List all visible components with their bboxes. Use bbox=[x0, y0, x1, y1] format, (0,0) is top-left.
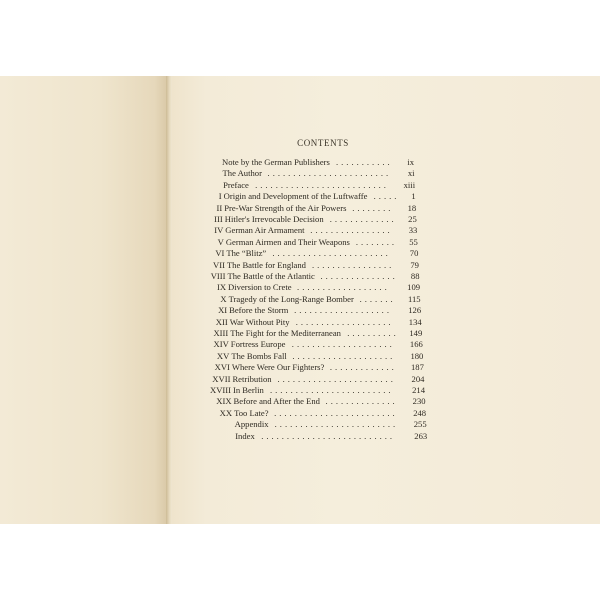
leader-dots: ................ bbox=[311, 259, 395, 270]
toc-entry bbox=[192, 190, 420, 202]
chapter-number: XVI bbox=[214, 362, 230, 373]
leader-dots: ............. bbox=[329, 362, 397, 373]
leader-dots: ..... bbox=[373, 191, 400, 202]
page-number: 70 bbox=[409, 248, 419, 259]
chapter-title: Fortress Europe bbox=[230, 339, 286, 350]
page-number: 187 bbox=[411, 362, 424, 373]
page-number: xiii bbox=[403, 179, 416, 190]
toc-entry bbox=[194, 236, 422, 248]
leader-dots: ................... bbox=[295, 316, 394, 327]
toc-entry bbox=[197, 304, 425, 316]
chapter-number: XVIII bbox=[210, 385, 231, 395]
chapter-number: I bbox=[218, 191, 222, 202]
toc-entry bbox=[193, 213, 421, 225]
page-number: 18 bbox=[407, 202, 417, 213]
leader-dots: ........................ bbox=[267, 168, 392, 179]
toc-entry bbox=[198, 316, 426, 328]
leader-dots: ................ bbox=[310, 225, 393, 236]
toc-entry bbox=[197, 293, 425, 305]
leader-dots: ............. bbox=[329, 214, 397, 224]
toc-entry bbox=[191, 179, 419, 191]
chapter-title: Before and After the End bbox=[233, 396, 320, 407]
chapter-title: Tragedy of the Long-Range Bomber bbox=[228, 293, 354, 304]
toc-entry bbox=[190, 156, 418, 168]
toc-entry bbox=[203, 430, 431, 442]
leader-dots: .................... bbox=[291, 339, 395, 350]
toc-entry bbox=[201, 384, 429, 396]
chapter-title: Where Were Our Fighters? bbox=[231, 362, 325, 373]
page-number: 88 bbox=[410, 271, 420, 281]
chapter-title: Hitler's Irrevocable Decision bbox=[224, 214, 324, 224]
chapter-number: X bbox=[220, 293, 227, 304]
chapter-number: XIV bbox=[213, 339, 229, 350]
page-number: 149 bbox=[409, 328, 423, 338]
page-number: xi bbox=[407, 168, 415, 179]
contents-heading: CONTENTS bbox=[297, 138, 349, 148]
page-number: 255 bbox=[413, 419, 427, 430]
chapter-title: German Airmen and Their Weapons bbox=[225, 236, 350, 247]
chapter-number: V bbox=[217, 236, 224, 247]
toc-entry bbox=[191, 167, 419, 179]
toc-entry bbox=[194, 247, 422, 259]
leader-dots: ................... bbox=[294, 305, 392, 316]
toc-entry bbox=[200, 361, 428, 373]
chapter-title: Retribution bbox=[232, 373, 272, 384]
page-number: ix bbox=[407, 157, 414, 167]
page-number: 263 bbox=[414, 430, 428, 441]
chapter-number: III bbox=[214, 214, 223, 224]
chapter-title: Pre-War Strength of the Air Powers bbox=[224, 202, 347, 213]
chapter-number: XIII bbox=[213, 328, 229, 338]
toc-entry bbox=[203, 418, 431, 430]
leader-dots: ....... bbox=[359, 293, 396, 304]
page-number: 79 bbox=[410, 259, 419, 270]
leader-dots: ........... bbox=[336, 157, 393, 167]
page-number: 248 bbox=[413, 407, 427, 418]
leader-dots: ........................ bbox=[270, 385, 394, 395]
toc-entry bbox=[196, 270, 424, 282]
toc-entry bbox=[198, 327, 426, 339]
chapter-number: IX bbox=[216, 282, 227, 293]
page-number: 25 bbox=[408, 214, 417, 224]
left-page bbox=[0, 76, 168, 524]
chapter-title: The Battle of the Atlantic bbox=[227, 271, 315, 281]
chapter-title: Appendix bbox=[234, 419, 269, 430]
page-number: 55 bbox=[409, 236, 418, 247]
chapter-number: VIII bbox=[210, 271, 226, 281]
chapter-number: XV bbox=[216, 350, 230, 361]
chapter-number: XVII bbox=[212, 373, 231, 384]
chapter-number: VI bbox=[215, 248, 225, 259]
page-number: 230 bbox=[412, 396, 426, 407]
chapter-title: The Author bbox=[222, 168, 262, 179]
page-number: 204 bbox=[411, 373, 425, 384]
chapter-number: VII bbox=[213, 259, 225, 270]
leader-dots: ........................ bbox=[274, 407, 398, 418]
toc-entry bbox=[192, 202, 420, 214]
chapter-number: XIX bbox=[216, 396, 232, 407]
leader-dots: .......................... bbox=[255, 179, 389, 190]
chapter-number: XII bbox=[215, 316, 228, 327]
leader-dots: ........ bbox=[352, 202, 394, 213]
leader-dots: .................... bbox=[292, 350, 396, 361]
leader-dots: ........ bbox=[355, 236, 398, 247]
chapter-title: Origin and Development of the Luftwaffe bbox=[223, 191, 368, 202]
chapter-number: XX bbox=[219, 407, 233, 418]
chapter-title: German Air Armament bbox=[225, 225, 305, 236]
chapter-title: Preface bbox=[223, 179, 249, 190]
chapter-title: Too Late? bbox=[234, 407, 269, 418]
page-number: 126 bbox=[408, 305, 422, 316]
toc-entry bbox=[193, 224, 421, 236]
page-number: 109 bbox=[407, 282, 421, 293]
chapter-number: XI bbox=[218, 305, 228, 316]
page-number: 115 bbox=[408, 293, 421, 304]
leader-dots: .......... bbox=[347, 328, 399, 338]
chapter-number: II bbox=[216, 202, 223, 213]
page-number: 166 bbox=[409, 339, 423, 350]
toc-entry bbox=[199, 350, 427, 362]
leader-dots: .................. bbox=[297, 282, 390, 293]
toc-entry bbox=[202, 395, 430, 407]
toc-entry bbox=[202, 407, 430, 419]
toc-entry bbox=[200, 373, 428, 385]
toc-entry bbox=[195, 259, 423, 271]
chapter-title: Before the Storm bbox=[229, 305, 289, 316]
leader-dots: ....................... bbox=[277, 373, 396, 384]
page-number: 180 bbox=[410, 350, 424, 361]
leader-dots: ............... bbox=[320, 271, 398, 281]
chapter-title: The “Blitz” bbox=[226, 248, 267, 259]
toc-entry bbox=[196, 281, 424, 293]
chapter-title: Index bbox=[235, 430, 255, 441]
page-number: 33 bbox=[408, 225, 418, 236]
chapter-title: The Battle for England bbox=[226, 259, 306, 270]
leader-dots: ....................... bbox=[272, 248, 391, 259]
chapter-title: War Without Pity bbox=[229, 316, 290, 327]
chapter-title: Note by the German Publishers bbox=[222, 157, 330, 167]
chapter-title: The Fight for the Mediterranean bbox=[230, 328, 341, 338]
page-number: 1 bbox=[411, 191, 416, 202]
chapter-title: Diversion to Crete bbox=[228, 282, 292, 293]
leader-dots: .......................... bbox=[261, 430, 396, 441]
page-number: 134 bbox=[408, 316, 422, 327]
chapter-title: In Berlin bbox=[233, 385, 264, 395]
chapter-number: IV bbox=[214, 225, 224, 236]
leader-dots: ........................ bbox=[274, 419, 399, 430]
page-number: 214 bbox=[412, 385, 425, 395]
toc-entry bbox=[199, 338, 427, 350]
leader-dots: .............. bbox=[325, 396, 398, 407]
chapter-title: The Bombs Fall bbox=[231, 350, 287, 361]
